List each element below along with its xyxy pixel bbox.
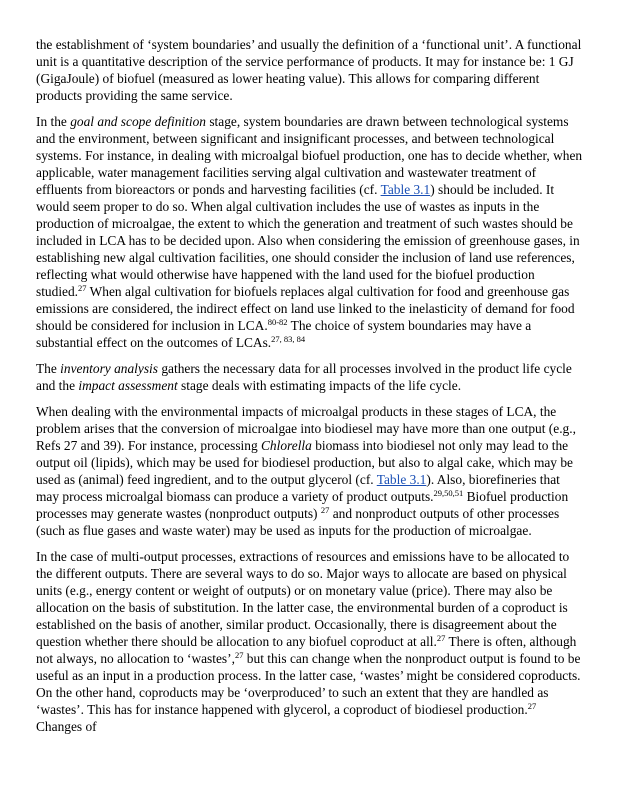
text-run: ) should be included. It would seem proper to do so. When algal cultivation includes the use of wastes as inputs in the production of microalgae, the extent to which the generation and treatment of such wastes should be included in LCA has to be decided upon. Also when considering the emission of greenhouse gases, in establishing new algal cultivation facilities, one should consider the inclusion of land use references, reflecting what would otherwise have happened with the land used for the biofuel production studied. <box>36 182 580 299</box>
text-run: stage deals with estimating impacts of the life cycle. <box>177 378 462 393</box>
italic-term: goal and scope definition <box>70 114 206 129</box>
italic-term: impact assessment <box>78 378 178 393</box>
text-run: stage, system boundaries are drawn between technological systems and the environment, between significant and insignificant processes, and between technological systems. For instance, in dealing with microalgal biofuel production, one has to decide whether, when applicable, water management facilities serving algal cultivation and wastewater treatment of effluents from bioreactors or ponds and harvesting facilities (cf. <box>36 114 583 197</box>
text-run: In the case of multi-output processes, extractions of resources and emissions have to be allocated to the different outputs. There are several ways to do so. Major ways to allocate are based on physical units (e.g., energy content or weight of outputs) or on monetary value (price). There may also be allocation on the basis of substitution. In the latter case, the environmental burden of a coproduct is established on the basis of another, similar product. Occasionally, there is disagreement about the question whether there should be allocation to any biofuel coproduct at all. <box>36 549 570 649</box>
text-run: biomass into biodiesel not only may lead to the output oil (lipids), which may be used for biodiesel production, but also to algal cake, which may be used as (animal) feed ingredient, and to the output glycerol (cf. <box>36 438 573 487</box>
text-run: Changes of <box>36 719 97 734</box>
text-run: When dealing with the environmental impacts of microalgal products in these stages of LCA, the problem arises that the conversion of microalgae into biodiesel may have more than one output (e.g., Refs 27 and 39). For instance, processing <box>36 404 576 453</box>
citation-superscript: 27 <box>436 633 446 643</box>
text-run: gathers the necessary data for all processes involved in the product life cycle and the <box>36 361 572 393</box>
table-reference-link[interactable]: Table 3.1 <box>380 182 431 197</box>
paragraph-goal-and-scope <box>36 113 584 351</box>
italic-term: Chlorella <box>261 438 312 453</box>
text-run: ). Also, biorefineries that may process microalgal biomass can produce a variety of product outputs. <box>36 472 560 504</box>
text-run: and nonproduct outputs of other processes (such as flue gases and waste water) may be used as inputs for the production of microalgae. <box>36 506 560 538</box>
citation-superscript: 27 <box>78 283 87 293</box>
text-run: Biofuel production processes may generate wastes (nonproduct outputs) <box>36 489 569 521</box>
citation-superscript: 29,50,51 <box>433 488 464 498</box>
text-run: The choice of system boundaries may have a substantial effect on the outcomes of LCAs. <box>36 318 532 350</box>
text-run: There is often, although not always, no allocation to ‘wastes’, <box>36 634 577 666</box>
document-page <box>36 36 584 744</box>
citation-superscript: 27, 83, 84 <box>271 334 306 344</box>
table-reference-link[interactable]: Table 3.1 <box>376 472 427 487</box>
citation-superscript: 80-82 <box>267 317 288 327</box>
paragraph-functional-unit <box>36 36 584 104</box>
text-run: In the <box>36 114 71 129</box>
italic-term: inventory analysis <box>60 361 158 376</box>
text-run: but this can change when the nonproduct output is found to be useful as an input in a production process. In the latter case, ‘wastes’ might be considered coproducts. On the other hand, coproducts may be ‘overproduced’ to such an extent that they are handled as ‘wastes’. This has for instance happened with glycerol, a coproduct of biodiesel production. <box>36 651 581 717</box>
text-run: the establishment of ‘system boundaries’ and usually the definition of a ‘functional unit’. A functional unit is a quantitative description of the service performance of products. It may for instance be: 1 GJ (GigaJoule) of biofuel (measured as lower heating value). This allows for comparing different products providing the same service. <box>36 37 582 103</box>
paragraph-allocation <box>36 548 584 735</box>
text-run: When algal cultivation for biofuels replaces algal cultivation for food and greenhouse gas emissions are considered, the indirect effect on land use linked to the inelasticity of demand for food should be considered for inclusion in LCA. <box>36 284 575 333</box>
citation-superscript: 27 <box>320 505 330 515</box>
citation-superscript: 27 <box>527 701 537 711</box>
paragraph-multiple-outputs <box>36 403 584 539</box>
paragraph-inventory-analysis <box>36 360 584 394</box>
citation-superscript: 27 <box>234 650 244 660</box>
text-run: The <box>36 361 61 376</box>
